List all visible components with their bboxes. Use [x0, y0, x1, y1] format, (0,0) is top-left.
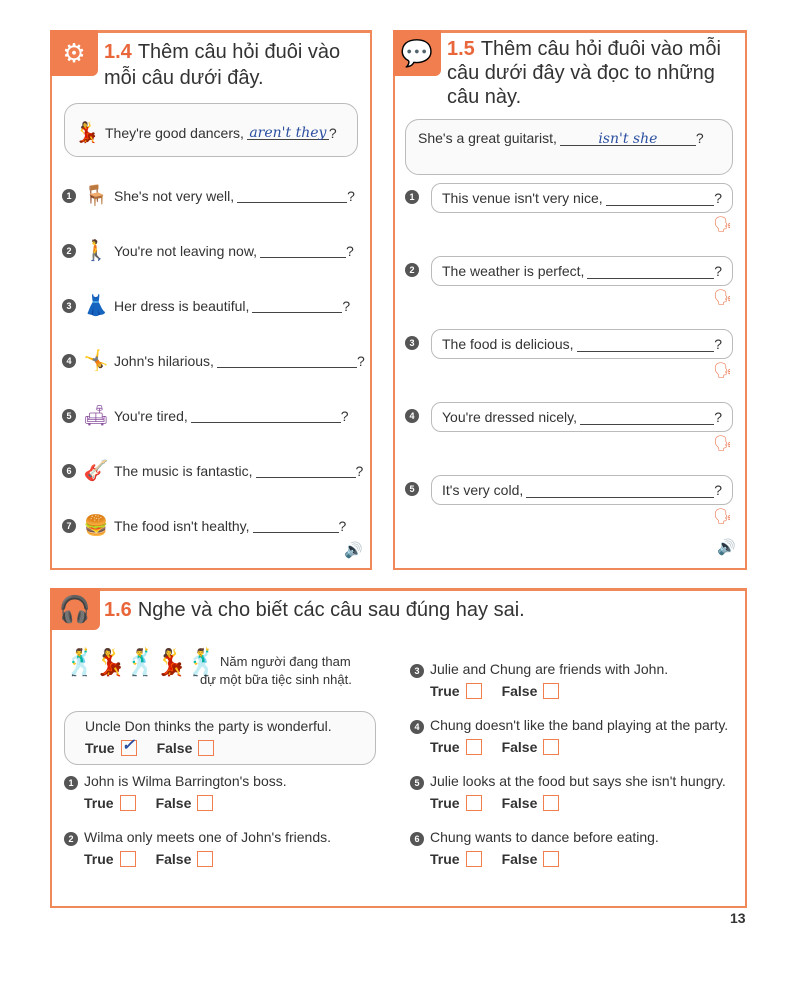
ex15-example-end: ? — [695, 130, 704, 146]
example-answer: aren't they — [247, 125, 329, 140]
ex14-items-1-text: You're not leaving now, — [114, 242, 258, 259]
speaking-head-icon: 🗣 — [713, 362, 733, 379]
exercise-title — [104, 597, 525, 623]
audio-speaker-icon[interactable]: 🔊 — [717, 539, 736, 556]
ex14-items-0-n: 1 — [62, 189, 76, 203]
speaking-head-icon: 🗣 — [713, 289, 733, 306]
list-item: 5 🛋 You're tired, ? — [62, 403, 349, 428]
ex14-items-1-n: 2 — [62, 244, 76, 258]
false-checkbox[interactable] — [198, 740, 214, 756]
ex15-items-4-n: 5 — [405, 482, 419, 496]
exercise-1-6-panel — [50, 588, 747, 908]
exercise-1-4-panel — [50, 30, 372, 570]
ex14-items-4-text: You're tired, — [114, 407, 188, 424]
ex16-items-5-n: 6 — [410, 832, 424, 846]
ex15-items-2-text: The food is delicious, — [442, 336, 574, 352]
ex14-example-text: They're good dancers, — [105, 124, 244, 141]
ex16-items-0-text: John is Wilma Barrington's boss. — [84, 773, 287, 789]
true-checkbox[interactable] — [120, 795, 136, 811]
answer-blank[interactable] — [587, 264, 714, 279]
list-item: 6 🎸 The music is fantastic, ? — [62, 458, 363, 483]
true-checkbox[interactable] — [466, 851, 482, 867]
ex16-true_label: True — [430, 795, 460, 811]
ex16-items-3-text: Chung doesn't like the band playing at the party. — [430, 717, 729, 733]
ex16-true_label: True — [430, 851, 460, 867]
ex14-items-5-n: 6 — [62, 464, 76, 478]
false-checkbox[interactable] — [543, 851, 559, 867]
ex14-title: Thêm câu hỏi đuôi vào mỗi câu dưới đây. — [104, 41, 341, 89]
example-box — [405, 119, 733, 175]
true-checkbox[interactable] — [466, 795, 482, 811]
ex16-items-1-n: 2 — [64, 832, 78, 846]
party-people-icon: 🕺💃🕺💃🕺 — [64, 647, 216, 677]
dancers-icon: 💃 — [74, 122, 100, 144]
example-box — [64, 103, 358, 157]
ex14-items-6-text: The food isn't healthy, — [114, 517, 250, 534]
ex14-items-0-text: She's not very well, — [114, 187, 235, 204]
example-box — [64, 711, 376, 765]
ex16-items-3-n: 4 — [410, 720, 424, 734]
ex16-items-4-text: Julie looks at the food but says she isn't hungry. — [430, 773, 726, 789]
ex16-true_label: True — [430, 683, 460, 699]
illustration-icon: 🎸 — [83, 460, 109, 482]
ex16-items-2-n: 3 — [410, 664, 424, 678]
ex16-false_label: False — [501, 739, 538, 755]
ex15-items-0-n: 1 — [405, 190, 419, 204]
ex15-items-1-text: The weather is perfect, — [442, 263, 585, 279]
exercise-1-5-panel — [393, 30, 747, 570]
ex14-items-4-n: 5 — [62, 409, 76, 423]
ex16-number: 1.6 — [104, 599, 132, 621]
ex14-number: 1.4 — [104, 41, 132, 63]
exercise-title — [447, 37, 739, 109]
list-item: 1 🪑 She's not very well, ? — [62, 183, 355, 208]
ex16-items-5-text: Chung wants to dance before eating. — [430, 829, 659, 845]
list-item: 2 🚶 You're not leaving now, ? — [62, 238, 354, 263]
illustration-icon: 🛋 — [83, 405, 109, 427]
ex16-true_label: True — [430, 739, 460, 755]
answer-blank[interactable] — [260, 243, 346, 258]
answer-blank[interactable] — [237, 188, 347, 203]
answer-blank[interactable] — [526, 483, 714, 498]
true-checkbox[interactable]: ✓ — [121, 735, 135, 754]
answer-blank[interactable] — [252, 298, 342, 313]
ex15-items-4-text: It's very cold, — [442, 482, 524, 498]
true-checkbox[interactable] — [120, 851, 136, 867]
ex15-items-2-n: 3 — [405, 336, 419, 350]
ex16-true_label: True — [84, 851, 114, 867]
answer-blank[interactable] — [606, 191, 715, 206]
speech-bubble: You're dressed nicely, ? — [431, 402, 733, 432]
ex16-items-1-text: Wilma only meets one of John's friends. — [84, 829, 332, 845]
speech-bubble: This venue isn't very nice, ? — [431, 183, 733, 213]
true-checkbox[interactable] — [466, 739, 482, 755]
ex15-example-text: She's a great guitarist, — [418, 130, 557, 146]
ex16-false_label: False — [501, 795, 538, 811]
ex14-example-end: ? — [328, 124, 337, 141]
false-checkbox[interactable] — [197, 851, 213, 867]
ex16-items-0-n: 1 — [64, 776, 78, 790]
ex16-false_label: False — [156, 740, 193, 756]
list-item: 4 🤸 John's hilarious, ? — [62, 348, 365, 373]
ex16-false_label: False — [155, 795, 192, 811]
illustration-icon: 🚶 — [83, 240, 109, 262]
ex16-true_label: True — [84, 795, 114, 811]
list-item: 3 👗 Her dress is beautiful, ? — [62, 293, 350, 318]
ex16-items-2-text: Julie and Chung are friends with John. — [430, 661, 669, 677]
ex15-number: 1.5 — [447, 38, 475, 60]
ex16-items-4-n: 5 — [410, 776, 424, 790]
list-item: 7 🍔 The food isn't healthy, ? — [62, 513, 346, 538]
illustration-icon: 🍔 — [83, 515, 109, 537]
false-checkbox[interactable] — [543, 683, 559, 699]
page-number: 13 — [730, 910, 746, 926]
ex16-title: Nghe và cho biết các câu sau đúng hay sai. — [137, 599, 525, 621]
ex14-items-2-text: Her dress is beautiful, — [114, 297, 250, 314]
ex14-items-2-n: 3 — [62, 299, 76, 313]
answer-blank[interactable] — [580, 410, 714, 425]
illustration-icon: 👗 — [83, 295, 109, 317]
speaking-head-icon: 🗣 — [713, 435, 733, 452]
speech-bubble: The food is delicious, ? — [431, 329, 733, 359]
audio-speaker-icon[interactable]: 🔊 — [344, 542, 363, 559]
answer-blank[interactable] — [253, 518, 339, 533]
example-answer: isn't she — [560, 131, 696, 146]
illustration-icon: 🪑 — [83, 185, 109, 207]
false-checkbox[interactable] — [543, 795, 559, 811]
answer-blank[interactable] — [577, 337, 715, 352]
ex16-true_label: True — [85, 740, 115, 756]
ex14-items-5-text: The music is fantastic, — [114, 462, 253, 479]
ex14-items-3-n: 4 — [62, 354, 76, 368]
false-checkbox[interactable] — [197, 795, 213, 811]
speech-bubble: It's very cold, ? — [431, 475, 733, 505]
ex16-false_label: False — [155, 851, 192, 867]
gears-icon: ⚙ — [50, 30, 98, 76]
ex15-items-3-text: You're dressed nicely, — [442, 409, 577, 425]
speech-bubble-icon: 💬 — [393, 30, 441, 76]
ex14-items-6-n: 7 — [62, 519, 76, 533]
answer-blank[interactable] — [256, 463, 356, 478]
answer-blank[interactable] — [191, 408, 341, 423]
ex16-false_label: False — [501, 851, 538, 867]
ex15-title: Thêm câu hỏi đuôi vào mỗi câu dưới đây và đọc to những câu này. — [447, 38, 721, 108]
false-checkbox[interactable] — [543, 739, 559, 755]
ex16-example-text: Uncle Don thinks the party is wonderful. — [85, 718, 332, 734]
exercise-title — [104, 39, 366, 91]
ex16-false_label: False — [501, 683, 538, 699]
ex15-items-1-n: 2 — [405, 263, 419, 277]
ex15-items-3-n: 4 — [405, 409, 419, 423]
speaking-head-icon: 🗣 — [713, 508, 733, 525]
intro-text: Năm người đang tham dự một bữa tiệc sinh nhật. — [200, 654, 352, 687]
speaking-head-icon: 🗣 — [713, 216, 733, 233]
answer-blank[interactable] — [217, 353, 357, 368]
speech-bubble: The weather is perfect, ? — [431, 256, 733, 286]
illustration-icon: 🤸 — [83, 350, 109, 372]
ex15-items-0-text: This venue isn't very nice, — [442, 190, 603, 206]
true-checkbox[interactable] — [466, 683, 482, 699]
ex14-items-3-text: John's hilarious, — [114, 352, 214, 369]
headphones-person-icon: 🎧 — [50, 588, 100, 630]
